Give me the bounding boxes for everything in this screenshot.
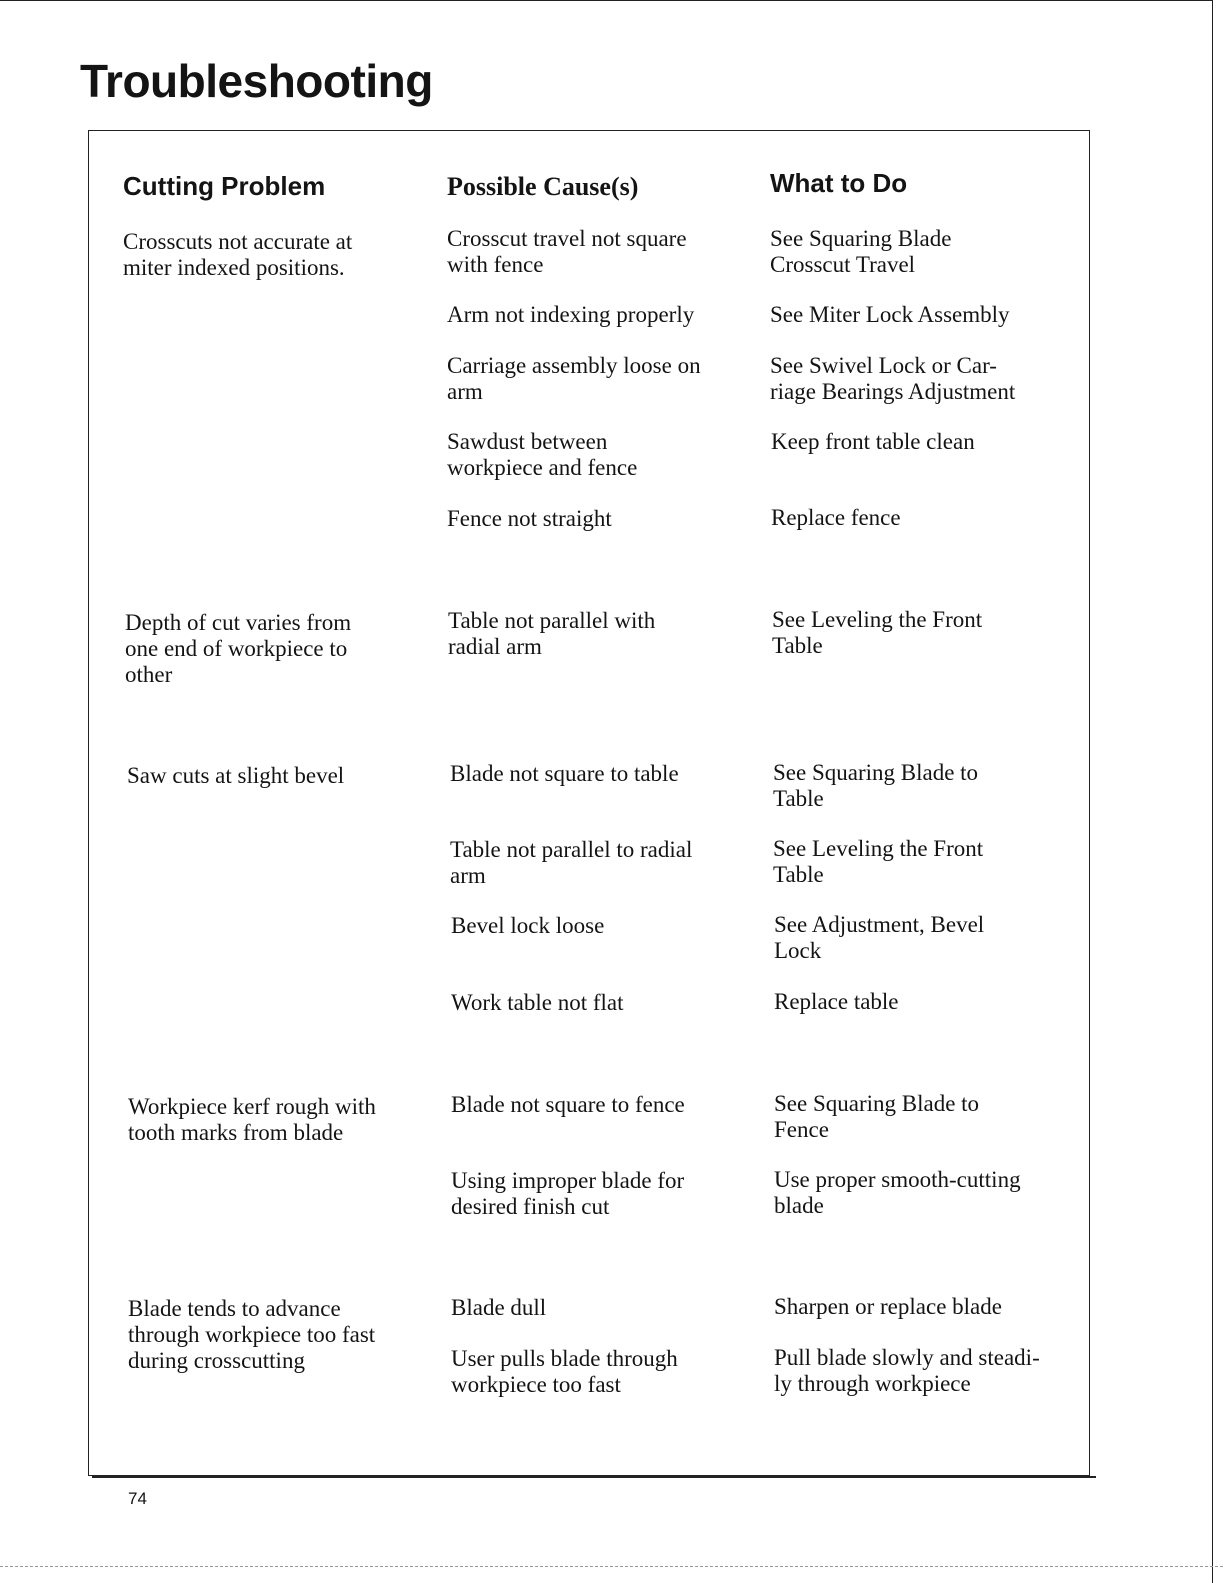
problem-depth-varies: Depth of cut varies from one end of workpiece to other <box>125 610 352 687</box>
action-squaring-blade-table: See Squaring Blade to Table <box>773 760 979 811</box>
cause-arm-indexing: Arm not indexing properly <box>447 302 695 327</box>
action-leveling-front-table-2: See Leveling the Front Table <box>773 836 984 887</box>
cause-sawdust: Sawdust between workpiece and fence <box>447 429 638 480</box>
header-cutting-problem: Cutting Problem <box>123 171 326 201</box>
action-pull-slowly: Pull blade slowly and steadi- ly through workpiece <box>774 1345 1040 1396</box>
cause-blade-dull: Blade dull <box>451 1295 547 1320</box>
action-miter-lock: See Miter Lock Assembly <box>770 302 1010 327</box>
cause-bevel-lock-loose: Bevel lock loose <box>451 913 605 938</box>
cause-blade-not-square-fence: Blade not square to fence <box>451 1092 685 1117</box>
action-smooth-cutting-blade: Use proper smooth-cutting blade <box>774 1167 1021 1218</box>
page-top-rule <box>0 0 1212 1</box>
cause-blade-not-square-table: Blade not square to table <box>450 761 679 786</box>
problem-crosscuts-inaccurate: Crosscuts not accurate at miter indexed positions. <box>123 229 353 280</box>
action-sharpen-blade: Sharpen or replace blade <box>774 1294 1002 1319</box>
cause-improper-blade: Using improper blade for desired finish cut <box>451 1168 685 1219</box>
page-title: Troubleshooting <box>80 55 433 107</box>
page-right-rule <box>1212 0 1213 1583</box>
cause-user-pulls-fast: User pulls blade through workpiece too fast <box>451 1346 678 1397</box>
action-replace-fence: Replace fence <box>771 505 901 530</box>
action-squaring-blade-crosscut: See Squaring Blade Crosscut Travel <box>770 226 952 277</box>
page-bottom-rule <box>0 1566 1223 1567</box>
page-number: 74 <box>128 1489 147 1508</box>
action-keep-table-clean: Keep front table clean <box>771 429 975 454</box>
cause-table-not-parallel-radial: Table not parallel to radial arm <box>450 837 693 888</box>
action-replace-table: Replace table <box>774 989 899 1014</box>
cause-crosscut-travel: Crosscut travel not square with fence <box>447 226 687 277</box>
cause-carriage-loose: Carriage assembly loose on arm <box>447 353 701 404</box>
header-possible-causes: Possible Cause(s) <box>447 172 639 201</box>
action-bevel-lock-adjustment: See Adjustment, Bevel Lock <box>774 912 985 963</box>
action-squaring-blade-fence: See Squaring Blade to Fence <box>774 1091 980 1142</box>
problem-rough-kerf: Workpiece kerf rough with tooth marks from blade <box>128 1094 376 1145</box>
problem-slight-bevel: Saw cuts at slight bevel <box>127 763 345 788</box>
table-bottom-rule <box>92 1476 1096 1478</box>
cause-table-not-parallel: Table not parallel with radial arm <box>448 608 656 659</box>
cause-work-table-not-flat: Work table not flat <box>451 990 624 1015</box>
header-what-to-do: What to Do <box>770 168 908 198</box>
cause-fence-not-straight: Fence not straight <box>447 506 612 531</box>
action-swivel-lock: See Swivel Lock or Car- riage Bearings Adjustment <box>770 353 1016 404</box>
problem-blade-advances: Blade tends to advance through workpiece too fast during crosscutting <box>128 1296 376 1373</box>
action-leveling-front-table: See Leveling the Front Table <box>772 607 983 658</box>
